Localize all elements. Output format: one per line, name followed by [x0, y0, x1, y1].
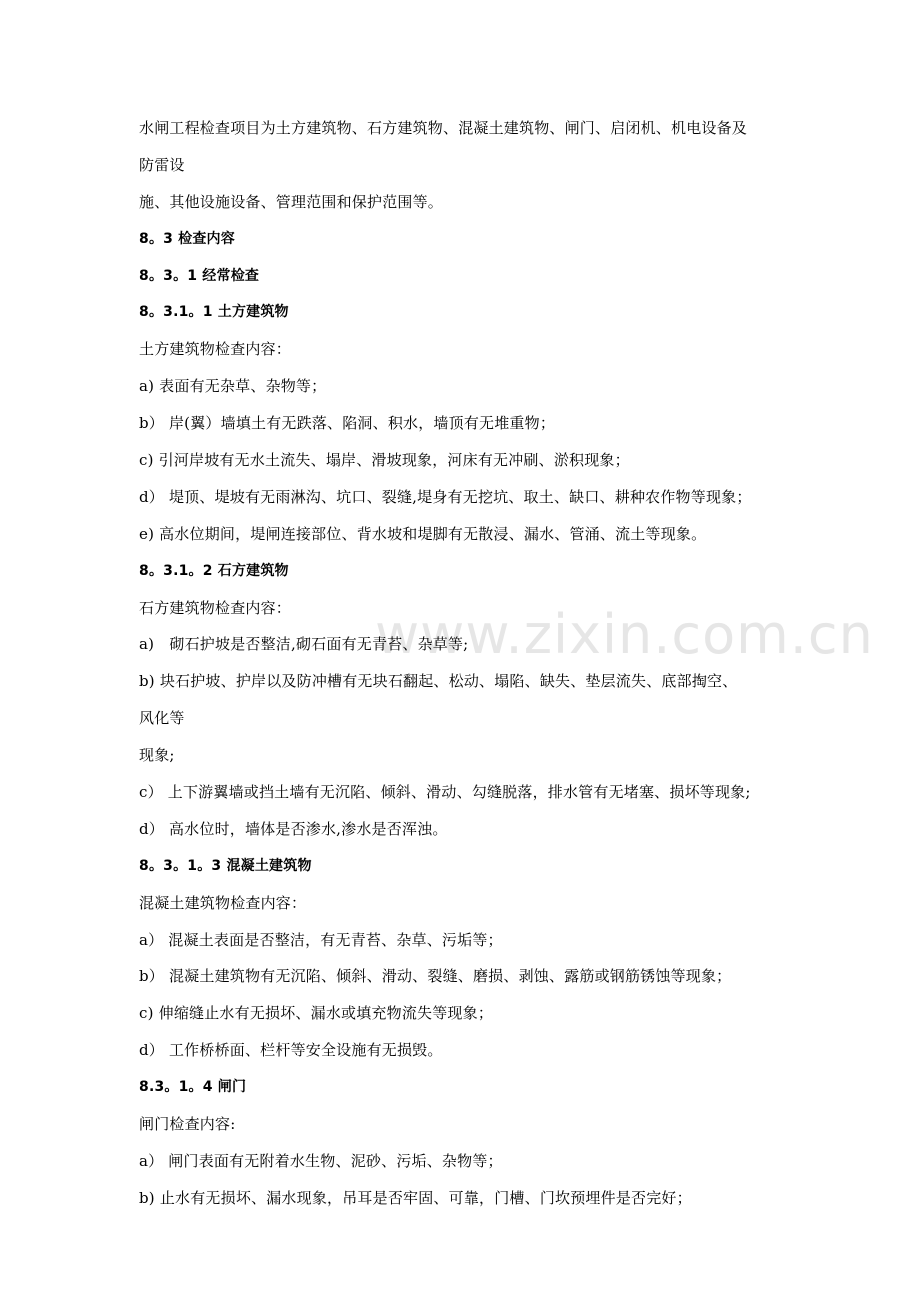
watermark: www.zixin.com.cn	[375, 603, 874, 666]
text-line: b） 岸(翼）墙填土有无跌落、陷洞、积水，墙顶有无堆重物；	[139, 414, 556, 433]
text-line: d） 工作桥桥面、栏杆等安全设施有无损毁。	[139, 1041, 443, 1060]
text-line: 石方建筑物检查内容：	[139, 598, 292, 617]
text-line: c) 引河岸坡有无水土流失、塌岸、滑坡现象，河床有无冲刷、淤积现象；	[139, 451, 630, 470]
section-heading: 8。3.1。1 土方建筑物	[139, 304, 289, 321]
section-heading: 8。3。1。3 混凝土建筑物	[139, 857, 312, 874]
section-heading: 8。3 检查内容	[139, 230, 235, 247]
text-line: d） 堤顶、堤坡有无雨淋沟、坑口、裂缝,堤身有无挖坑、取土、缺口、耕种农作物等现象；	[139, 487, 752, 506]
text-line: c） 上下游翼墙或挡土墙有无沉陷、倾斜、滑动、勾缝脱落，排水管有无堵塞、损坏等现象;	[139, 783, 751, 802]
text-line: b) 块石护坡、护岸以及防冲槽有无块石翻起、松动、塌陷、缺失、垫层流失、底部掏空、	[139, 672, 738, 691]
text-line: a） 闸门表面有无附着水生物、泥砂、污垢、杂物等；	[139, 1151, 503, 1170]
text-line: 施、其他设施设备、管理范围和保护范围等。	[139, 192, 444, 211]
text-line: 闸门检查内容:	[139, 1115, 236, 1134]
text-line: e) 高水位期间，堤闸连接部位、背水坡和堤脚有无散浸、漏水、管涌、流土等现象。	[139, 524, 707, 543]
section-heading: 8。3.1。2 石方建筑物	[139, 562, 289, 579]
text-line: 防雷设	[139, 155, 185, 174]
text-line: c) 伸缩缝止水有无损坏、漏水或填充物流失等现象；	[139, 1004, 494, 1023]
text-line: d） 高水位时，墙体是否渗水,渗水是否浑浊。	[139, 819, 448, 838]
text-line: 现象;	[139, 746, 175, 765]
document-body	[139, 116, 799, 1223]
section-heading: 8。3。1 经常检查	[139, 267, 260, 284]
text-line: 土方建筑物检查内容：	[139, 340, 292, 359]
section-heading: 8.3。1。4 闸门	[139, 1079, 247, 1096]
text-line: 混凝土建筑物检查内容：	[139, 893, 307, 912]
text-line: 风化等	[139, 709, 185, 728]
text-line: b） 混凝土建筑物有无沉陷、倾斜、滑动、裂缝、磨损、剥蚀、露筋或钢筋锈蚀等现象；	[139, 967, 732, 986]
text-line: b) 止水有无损坏、漏水现象，吊耳是否牢固、可靠，门槽、门坎预埋件是否完好；	[139, 1188, 692, 1207]
text-line: a） 混凝土表面是否整洁，有无青苔、杂草、污垢等；	[139, 930, 503, 949]
text-line: 水闸工程检查项目为土方建筑物、石方建筑物、混凝土建筑物、闸门、启闭机、机电设备及	[139, 119, 748, 137]
text-line: a) 砌石护坡是否整洁,砌石面有无青苔、杂草等;	[139, 635, 469, 654]
text-line: a) 表面有无杂草、杂物等；	[139, 377, 327, 396]
